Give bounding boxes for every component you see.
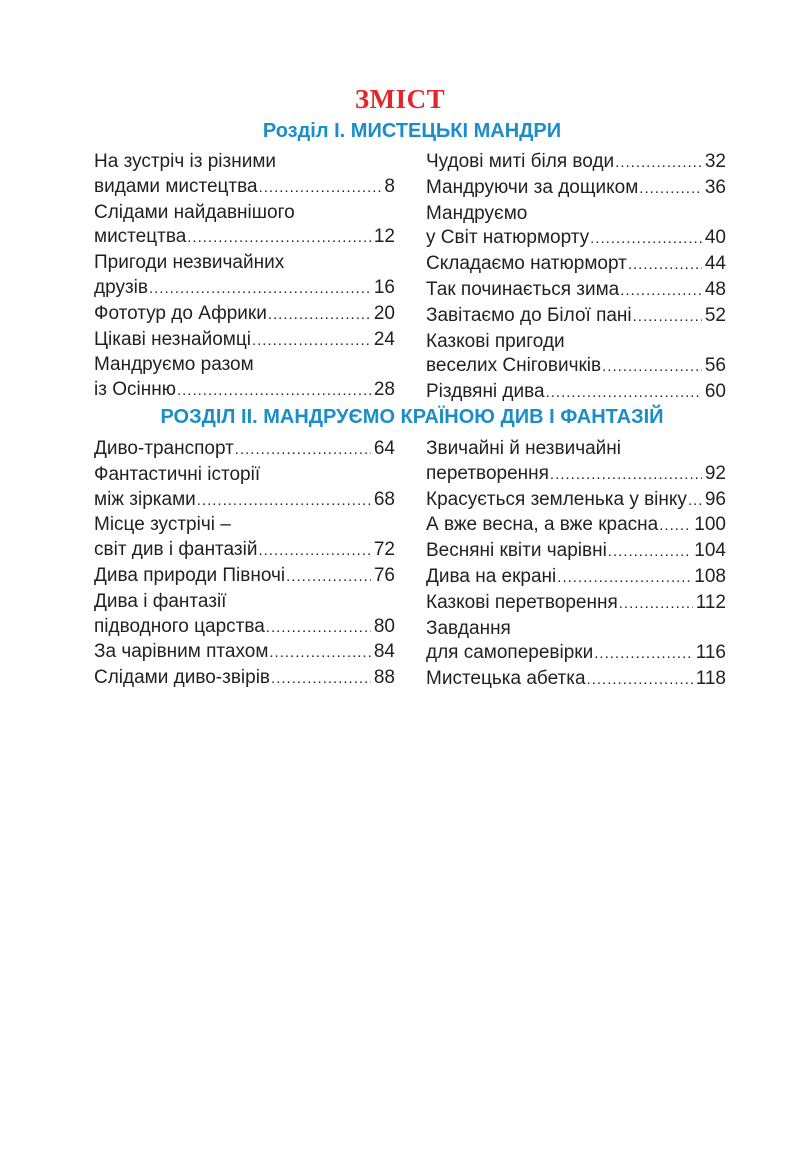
toc-entry-last-line [94,640,395,666]
toc-entry-title-line: Слідами найдавнішого [94,201,295,223]
dot-leader [633,305,702,330]
toc-entry [94,564,395,590]
toc-entry-title-line: Мандруємо [426,202,528,224]
toc-entry-title: Чудові миті біля води [426,151,615,172]
toc-page-number: 108 [694,565,726,587]
toc-entry-title-line: Фантастичні історії [94,463,261,485]
toc-entry-last-line [94,276,395,302]
toc-entry-last-line [426,176,726,202]
toc-entry-last-line [426,462,726,488]
toc-page-number: 36 [704,176,726,198]
toc-page-number: 20 [373,302,395,324]
toc-entry-last-line [426,539,726,565]
toc-entry [426,150,726,176]
toc-entry-title: Казкові перетворення [426,591,618,613]
toc-entry-last-line [426,252,726,278]
toc-entry-title-line: Пригоди незвичайних [94,252,285,274]
toc-page-number: 32 [704,151,726,172]
toc-page-number: 52 [704,304,726,326]
section-heading-2: РОЗДІЛ II. МАНДРУЄМО КРАЇНОЮ ДИВ І ФАНТАЗІЙ [160,406,664,428]
toc-entry [94,201,395,252]
dot-leader [546,381,702,406]
toc-entry-title-line: Звичайні й незвичайні [426,438,622,459]
toc-entry [94,437,395,463]
toc-entry-last-line [94,328,395,354]
toc-entry-title-line: Мандруємо разом [94,354,254,376]
toc-entry-last-line [94,564,395,590]
toc-page-number: 8 [384,175,395,197]
toc-entry-last-line [426,565,726,591]
toc-entry-title: веселих Сніговичків [426,355,602,377]
toc-entry-title: видами мистецтва [94,175,258,197]
toc-page-number: 12 [373,226,395,248]
dot-leader [252,329,371,354]
toc-entry-last-line [426,380,726,406]
toc-entry-last-line [94,615,395,641]
dot-leader [550,463,702,488]
toc-entry-last-line [426,304,726,330]
toc-entry [94,640,395,666]
toc-entry-title: Різдвяні дива [426,381,545,403]
dot-leader [659,514,691,539]
dot-leader [268,303,371,328]
toc-page-number: 56 [704,355,726,377]
toc-page-number: 64 [373,438,395,459]
toc-entry-last-line [426,591,726,617]
section-heading-1: Розділ I. МИСТЕЦЬКІ МАНДРИ [262,120,562,142]
toc-entry-title: Дива природи Півночі [94,564,286,586]
dot-leader [266,616,371,641]
toc-entry [94,590,395,641]
toc-entry-last-line [426,226,726,252]
toc-entry-title: підводного царства [94,615,265,637]
toc-entry [426,617,726,668]
dot-leader [269,641,370,666]
toc-entry [426,667,726,693]
toc-page-number: 104 [694,540,726,562]
toc-entry-title-line: Казкові пригоди [426,330,565,352]
dot-leader [286,565,371,590]
toc-entry [426,330,726,381]
toc-entry-title: За чарівним птахом [94,641,269,663]
toc-entry-title-line: Завдання [426,617,511,639]
dot-leader [197,489,371,514]
toc-entry-title: Мандруючи за дощиком [426,176,639,198]
toc-entry-title: Фототур до Африки [94,302,267,324]
toc-entry-title: перетворення [426,462,549,484]
toc-entry [426,437,726,488]
toc-page-number: 16 [373,276,395,298]
toc-entry-last-line [94,538,395,564]
dot-leader [639,177,702,202]
toc-entry-last-line [94,378,395,404]
toc-entry [426,278,726,304]
toc-entry-title: А вже весна, а вже красна [426,514,659,536]
dot-leader [557,566,691,591]
toc-entry-title-line: На зустріч із різними [94,151,277,172]
toc-entry [94,150,395,201]
toc-page-number: 28 [373,379,395,401]
toc-page-number: 112 [695,591,726,613]
toc-entry [426,176,726,202]
toc-page-number: 92 [704,462,726,484]
dot-leader [602,355,702,380]
toc-entry-title: для самоперевірки [426,642,594,664]
toc-page-number: 116 [695,642,726,664]
toc-entry-last-line [426,278,726,304]
toc-entry-last-line [94,488,395,514]
toc-page-number: 100 [694,514,726,536]
toc-entry-title: у Світ натюрморту [426,227,590,249]
dot-leader [619,592,693,617]
toc-page-number: 76 [373,564,395,586]
dot-leader [590,227,702,252]
dot-leader [271,667,371,692]
toc-page-number: 44 [704,253,726,275]
toc-entry-last-line [426,513,726,539]
dot-leader [608,540,692,565]
toc-page-number: 80 [373,615,395,637]
toc-entry-last-line [426,150,726,176]
dot-leader [259,176,382,201]
toc-page-number: 40 [704,227,726,249]
toc-page-number: 84 [373,641,395,663]
toc-entry-last-line [94,666,395,692]
toc-column-section-2-right [426,437,726,693]
toc-page-number: 60 [704,381,726,403]
toc-entry-title: Слідами диво-звірів [94,667,271,689]
toc-entry-last-line [426,488,726,514]
dot-leader [587,668,693,693]
toc-entry-title: Завітаємо до Білої пані [426,304,632,326]
toc-entry-title: Цікаві незнайомці [94,328,251,350]
toc-page-number: 96 [704,488,726,510]
toc-entry-last-line [94,437,395,463]
dot-leader [149,277,371,302]
toc-column-section-1-left [94,150,395,404]
toc-entry-title: Весняні квіти чарівні [426,540,607,562]
toc-entry-title: світ див і фантазій [94,539,258,561]
dot-leader [615,151,702,176]
toc-entry-title: із Осінню [94,379,176,401]
dot-leader [628,253,702,278]
toc-entry-title-line: Місце зустрічі – [94,514,231,536]
toc-entry [426,252,726,278]
toc-entry [426,513,726,539]
toc-entry [426,539,726,565]
toc-entry [94,251,395,302]
toc-entry-title: Складаємо натюрморт [426,253,627,275]
toc-entry-title: між зірками [94,488,196,510]
dot-leader [620,279,702,304]
toc-entry [426,304,726,330]
toc-entry-title: Диво-транспорт [94,438,234,459]
dot-leader [688,489,702,514]
toc-entry [426,591,726,617]
dot-leader [177,379,371,404]
toc-entry-title: Мистецька абетка [426,668,586,690]
page-title: ЗМІСТ [354,84,446,114]
dot-leader [258,539,370,564]
toc-entry-last-line [426,354,726,380]
toc-entry [94,513,395,564]
dot-leader [235,438,371,463]
toc-entry [426,380,726,406]
toc-page-number: 118 [695,668,726,690]
toc-entry [426,488,726,514]
toc-page-number: 68 [373,488,395,510]
toc-entry-last-line [94,225,395,251]
toc-entry [94,666,395,692]
toc-entry-title: друзів [94,276,148,298]
toc-entry [94,463,395,514]
toc-entry-last-line [94,175,395,201]
toc-entry [94,328,395,354]
toc-page-number: 72 [373,539,395,561]
toc-column-section-1-right [426,150,726,406]
toc-entry-title: Красується земленька у вінку [426,488,687,510]
toc-entry-last-line [426,667,726,693]
dot-leader [594,642,692,667]
toc-entry-title: Дива на екрані [426,565,557,587]
toc-column-section-2-left [94,437,395,692]
toc-entry-last-line [94,302,395,328]
toc-entry [426,565,726,591]
toc-entry-title: Так починається зима [426,278,620,300]
toc-page-number: 88 [373,667,395,689]
toc-entry-title: мистецтва [94,226,187,248]
toc-entry [94,353,395,404]
dot-leader [187,226,371,251]
toc-entry [94,302,395,328]
toc-entry-last-line [426,641,726,667]
toc-entry [426,202,726,253]
toc-page-number: 48 [704,278,726,300]
toc-page-number: 24 [373,328,395,350]
toc-entry-title-line: Дива і фантазії [94,590,227,612]
